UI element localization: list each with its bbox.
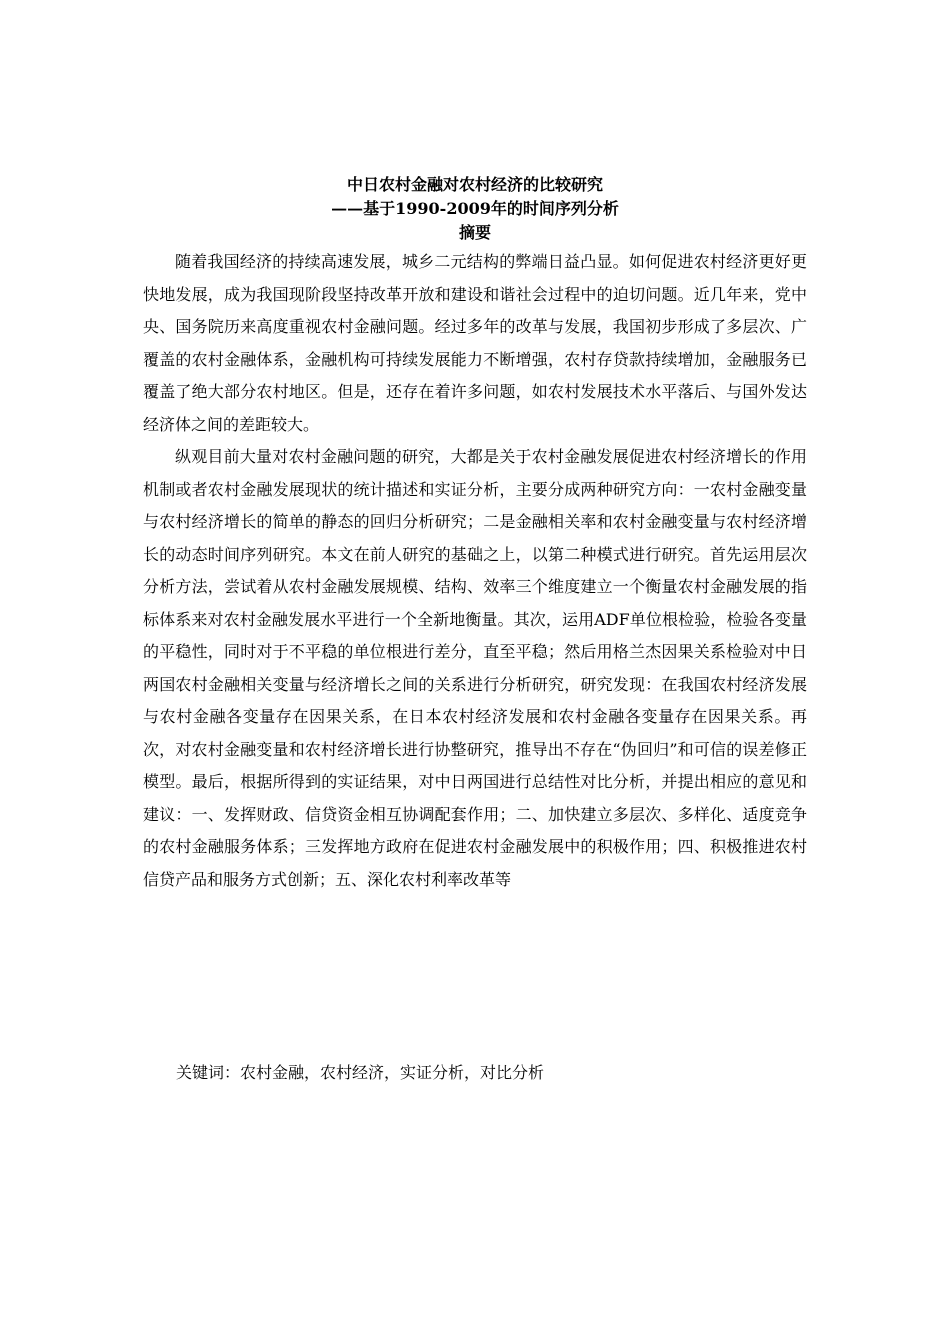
abstract-heading: 摘要 <box>458 223 491 242</box>
abstract-paragraph-2: 纵观目前大量对农村金融问题的研究，大都是关于农村金融发展促进农村经济增长的作用机制或者农村金融发展现状的统计描述和实证分析，主要分成两种研究方向：一农村金融变量与农村经济增长的简单的静态的回归分析研究；二是金融相关率和农村金融变量与农村经济增长的动态时间序列研究。本文在前人研究的基础之上，以第二种模式进行研究。首先运用层次分析方法，尝试着从农村金融发展规模、结构、效率三个维度建立一个衡量农村金融发展的指标体系来对农村金融发展水平进行一个全新地衡量。其次，运用ADF单位根检验，检验各变量的平稳性，同时对于不平稳的单位根进行差分，直至平稳；然后用格兰杰因果关系检验对中日两国农村金融相关变量与经济增长之间的关系进行分析研究，研究发现：在我国农村经济发展与农村金融各变量存在因果关系，在日本农村经济发展和农村金融各变量存在因果关系。再次，对农村金融变量和农村经济增长进行协整研究，推导出不存在“伪回归”和可信的误差修正模型。最后，根据所得到的实证结果，对中日两国进行总结性对比分析，并提出相应的意见和建议：一、发挥财政、信贷资金相互协调配套作用；二、加快建立多层次、多样化、适度竞争的农村金融服务体系；三发挥地方政府在促进农村金融发展中的积极作用；四、积极推进农村信贷产品和服务方式创新；五、深化农村利率改革等 <box>143 447 807 889</box>
document-title: 中日农村金融对农村经济的比较研究 <box>346 175 603 194</box>
document-subtitle: ——基于1990-2009年的时间序列分析 <box>331 199 619 218</box>
title-block <box>0 173 950 245</box>
abstract-body <box>143 246 807 896</box>
abstract-paragraph-1: 随着我国经济的持续高速发展，城乡二元结构的弊端日益凸显。如何促进农村经济更好更快地发展，成为我国现阶段坚持改革开放和建设和谐社会过程中的迫切问题。近几年来，党中央、国务院历来高度重视农村金融问题。经过多年的改革与发展，我国初步形成了多层次、广覆盖的农村金融体系，金融机构可持续发展能力不断增强，农村存贷款持续增加，金融服务已覆盖了绝大部分农村地区。但是，还存在着许多问题，如农村发展技术水平落后、与国外发达经济体之间的差距较大。 <box>143 252 807 434</box>
keywords-line: 关键词：农村金融，农村经济，实证分析，对比分析 <box>176 1063 545 1082</box>
